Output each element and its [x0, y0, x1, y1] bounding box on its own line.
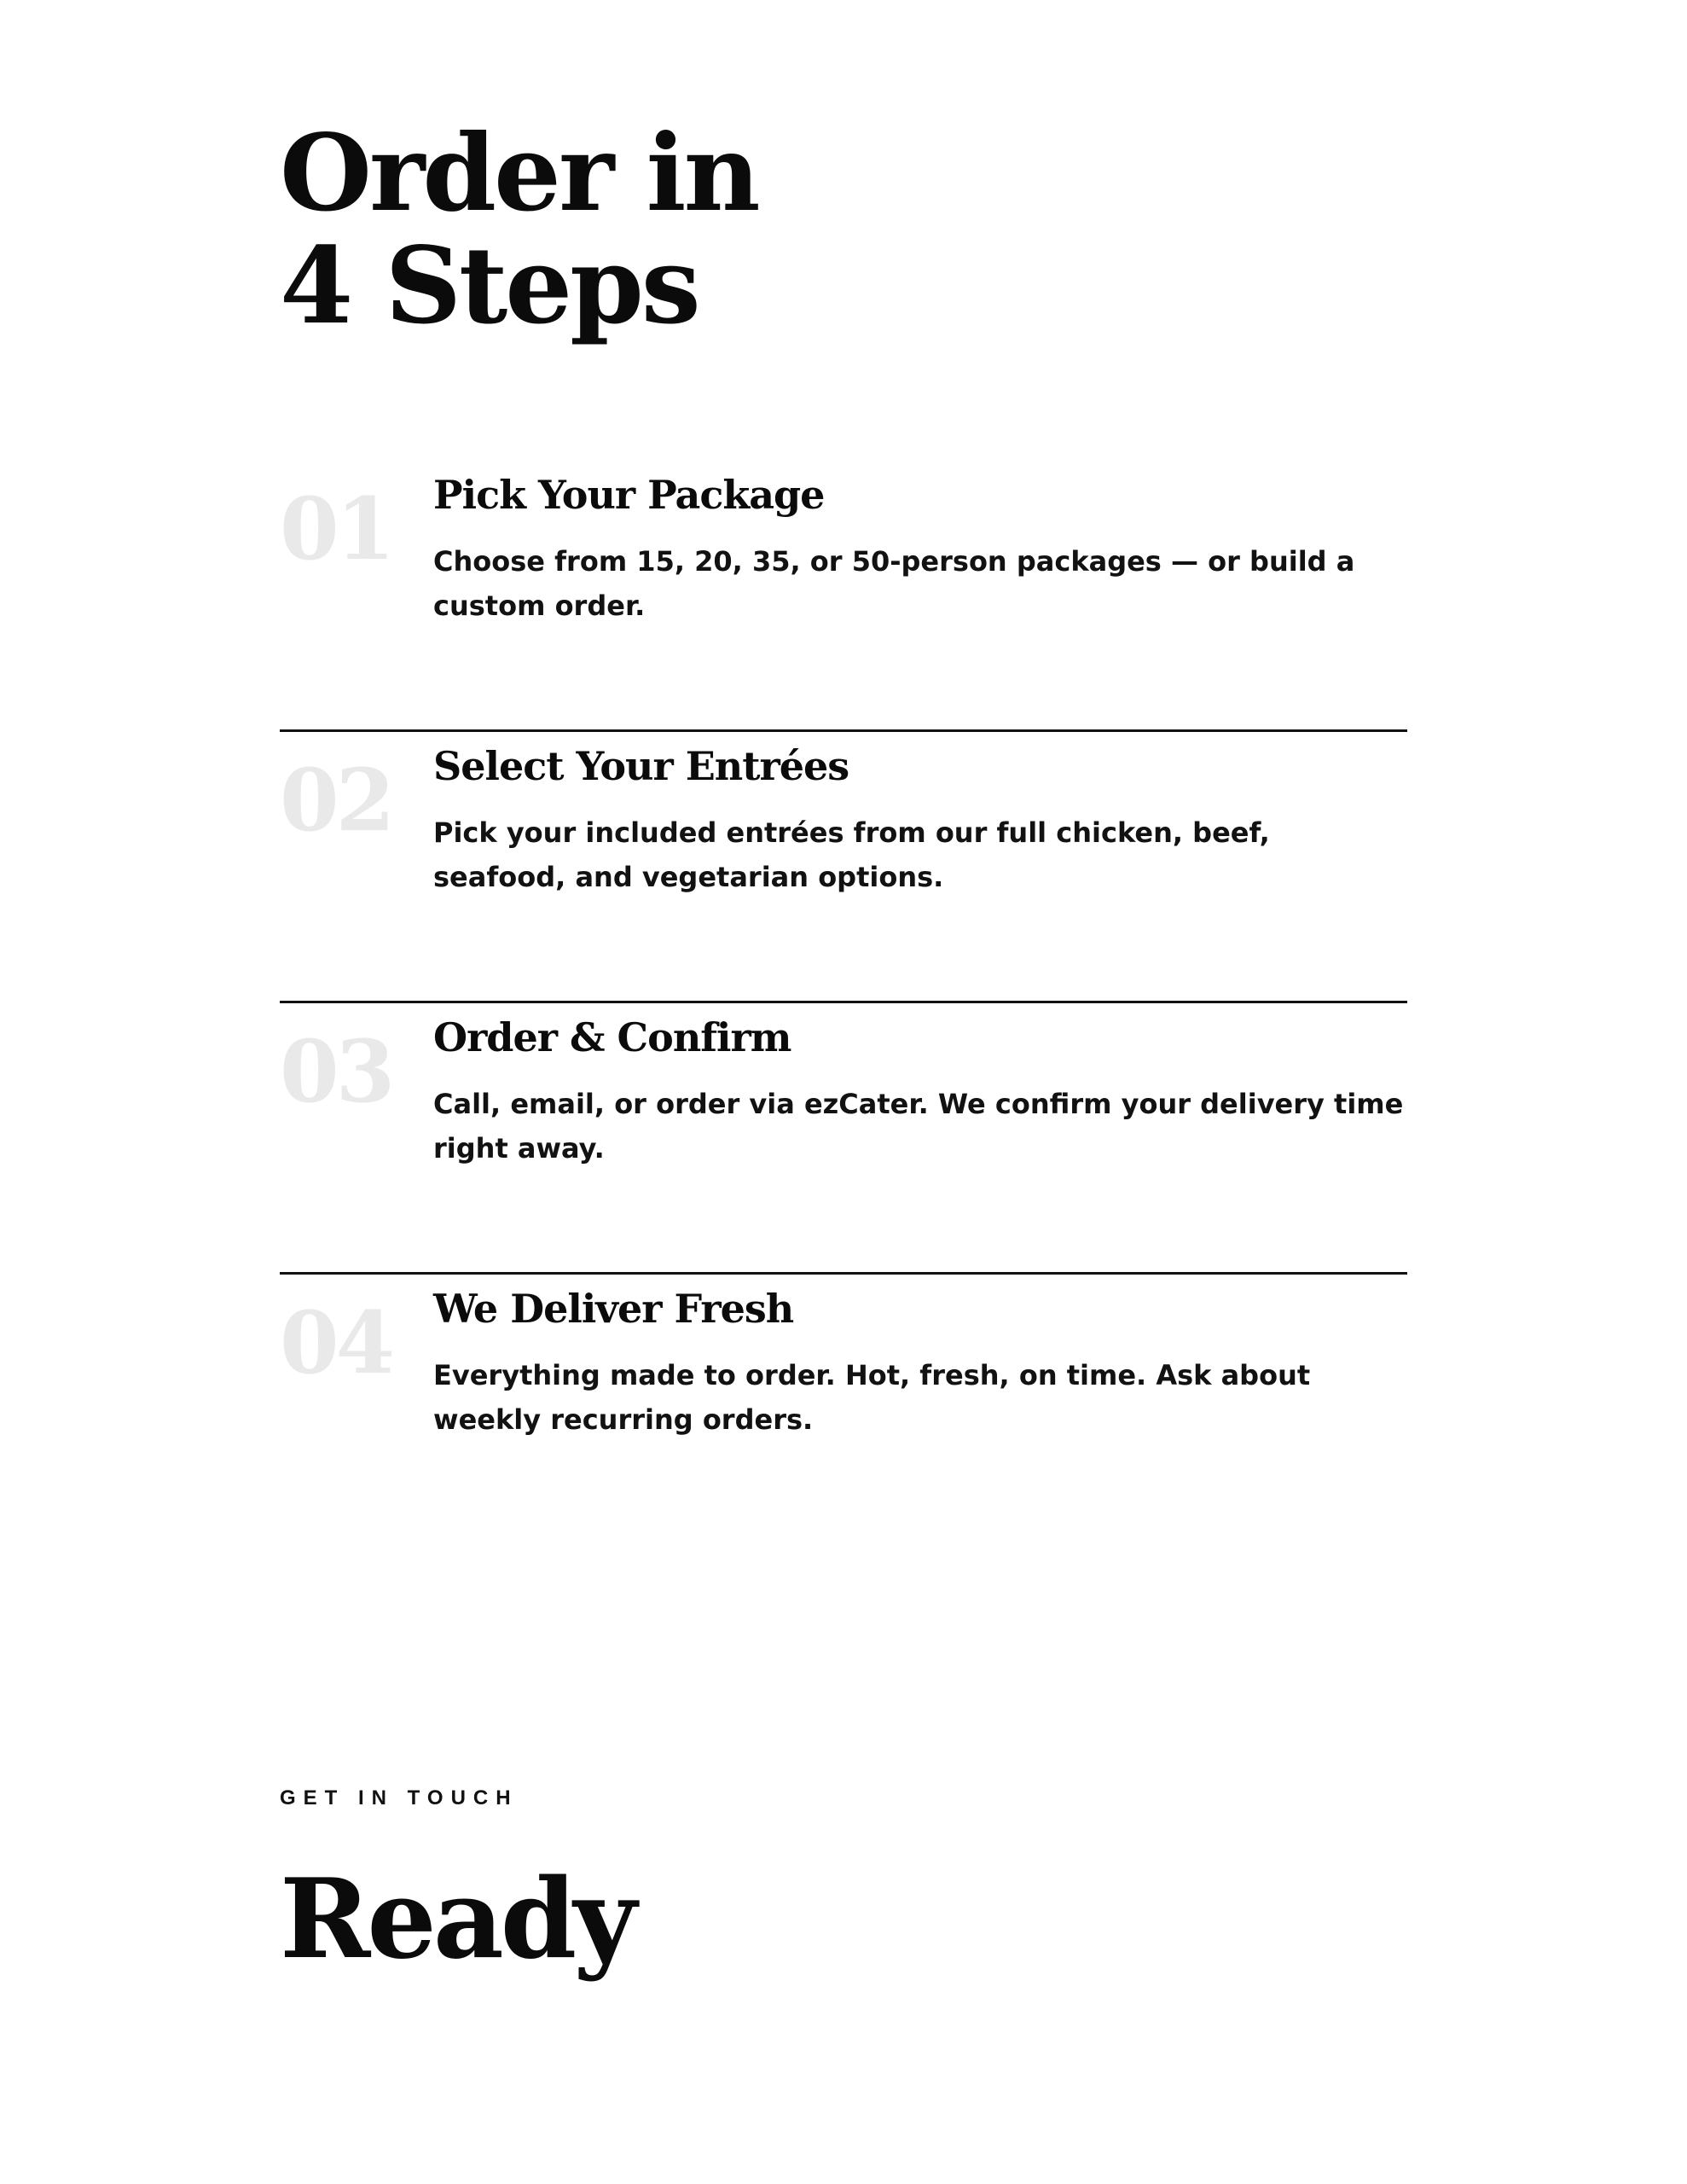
step-title: Pick Your Package	[433, 472, 825, 518]
steps-heading	[280, 112, 758, 348]
step-number: 02	[280, 750, 392, 851]
step-number: 04	[280, 1292, 392, 1393]
step-item	[280, 1003, 1407, 1275]
step-description: Choose from 15, 20, 35, or 50-person packages — or build a custom order.	[433, 545, 1355, 622]
contact-heading: Ready	[280, 1856, 634, 1984]
step-number: 01	[280, 479, 392, 579]
step-title: Select Your Entrées	[433, 743, 849, 789]
step-description: Call, email, or order via ezCater. We confirm your delivery time right away.	[433, 1088, 1404, 1165]
contact-eyebrow: GET IN TOUCH	[280, 1786, 519, 1809]
step-description: Pick your included entrées from our full chicken, beef, seafood, and vegetarian options.	[433, 816, 1270, 893]
steps-heading-line-2: 4 Steps	[280, 224, 699, 348]
step-title: Order & Confirm	[433, 1014, 791, 1060]
step-item	[280, 732, 1407, 1003]
step-description: Everything made to order. Hot, fresh, on time. Ask about weekly recurring orders.	[433, 1359, 1311, 1436]
step-item	[280, 461, 1407, 732]
step-number: 03	[280, 1021, 392, 1122]
steps-list	[280, 461, 1407, 1546]
steps-heading-line-1: Order in	[280, 112, 758, 235]
step-title: We Deliver Fresh	[433, 1286, 794, 1332]
step-item	[280, 1275, 1407, 1546]
